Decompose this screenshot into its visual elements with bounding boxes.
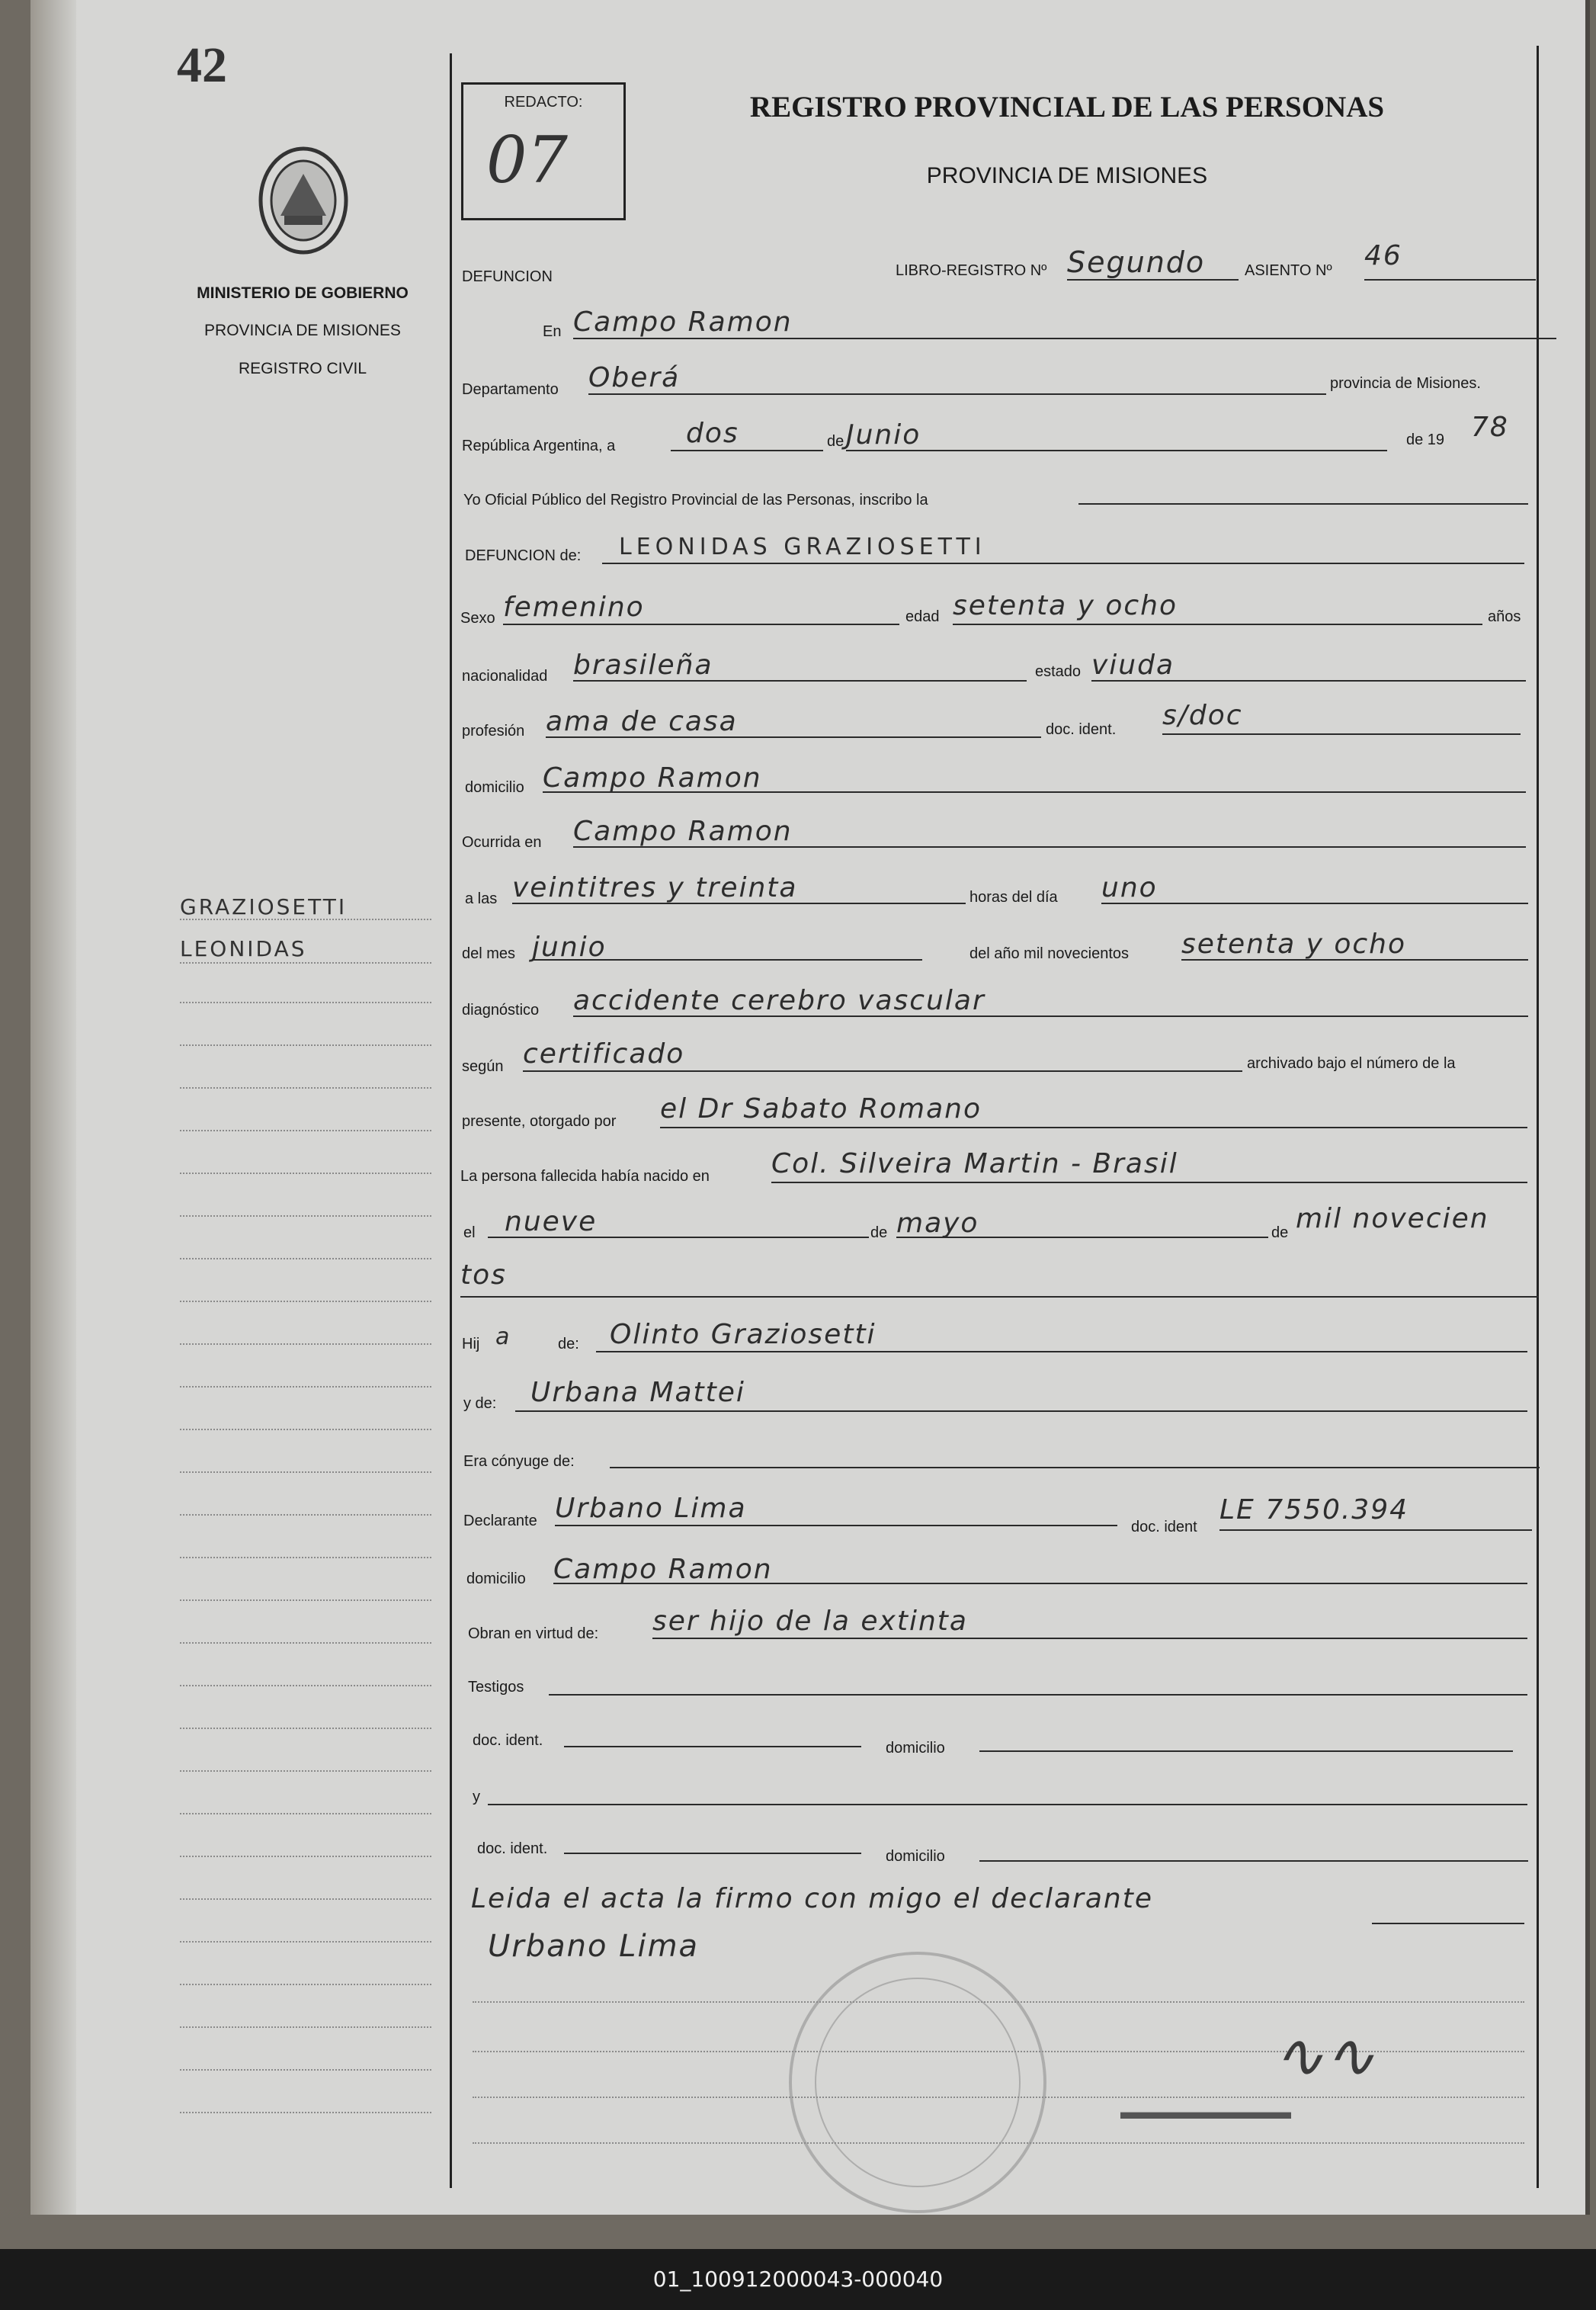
el-value: nueve [505,1206,598,1237]
a-las-label: a las [465,890,498,907]
obran-label: Obran en virtud de: [468,1625,599,1642]
margin-line [180,1813,431,1814]
diagnostico-line [573,1015,1528,1017]
del-mes-value: junio [532,932,607,963]
margin-line [180,1002,431,1003]
a-las-value: veintitres y treinta [512,872,798,903]
margin-line [180,1173,431,1174]
mes-line [846,450,1387,451]
de3-value: mil novecien [1296,1203,1489,1234]
margin-line [180,1514,431,1516]
domicilio-line [543,791,1526,793]
dia-line [671,450,823,451]
margin-surname: GRAZIOSETTI [180,894,348,919]
de2-value: mayo [896,1208,979,1239]
departamento-line [588,393,1326,395]
padre-line [596,1351,1527,1352]
libro-line [1067,279,1239,281]
margin-line [180,2112,431,2113]
profesion-label: profesión [462,723,525,740]
doc-line [1162,733,1521,735]
hijo-label: Hij [462,1336,480,1352]
margin-line [180,1599,431,1601]
ministry-line-3: REGISTRO CIVIL [238,360,367,377]
segun-line [523,1070,1242,1072]
presente-value: el Dr Sabato Romano [660,1093,982,1125]
el-label: el [463,1224,476,1241]
declarante-label: Declarante [463,1513,537,1529]
domicilio-label: domicilio [465,779,524,796]
margin-given-name: LEONIDAS [180,936,307,961]
nacido-label: La persona fallecida había nacido en [460,1168,710,1185]
ocurrida-line [573,846,1526,848]
y-line [488,1804,1527,1805]
presente-line [660,1127,1527,1128]
tos-value: tos [460,1259,507,1291]
ministry-line-2: PROVINCIA DE MISIONES [204,322,401,339]
dia-value: dos [686,418,739,449]
estado-value: viuda [1091,650,1175,681]
obran-line [652,1638,1527,1639]
ocurrida-label: Ocurrida en [462,834,542,851]
madre-label: y de: [463,1395,497,1412]
anio-label: de 19 [1406,432,1445,448]
right-rule [1537,46,1539,2188]
sexo-label: Sexo [460,610,495,627]
del-anio-label: del año mil novecientos [969,945,1130,962]
margin-line [180,1429,431,1430]
margin-line [180,1642,431,1644]
defuncion-de-line [602,563,1524,564]
margin-line [180,1471,431,1473]
mes-value: Junio [846,419,921,451]
margin-line [180,1856,431,1857]
anos-label: años [1488,608,1521,625]
declarante-signature: Urbano Lima [488,1929,700,1964]
redacto-label: REDACTO: [504,94,583,111]
del-mes-label: del mes [462,945,516,962]
edad-value: setenta y ocho [953,590,1178,621]
redacto-value: 07 [486,123,568,197]
margin-line [180,1898,431,1900]
t2-doc-line [564,1853,861,1854]
redacto-box [461,82,626,220]
segun-label: según [462,1058,504,1075]
del-anio-line [1181,959,1528,961]
declarante-line [555,1525,1117,1526]
del-mes-line [532,959,922,961]
testigos-label: Testigos [468,1679,524,1696]
margin-line [180,962,431,964]
en-value: Campo Ramon [573,306,793,338]
libro-value: Segundo [1067,245,1206,279]
image-caption: 01_100912000043-000040 [0,2249,1596,2310]
defuncion-de-label: DEFUNCION de: [465,547,582,564]
t-doc-line [564,1746,861,1747]
closing-line [1372,1923,1524,1924]
nacionalidad-line [573,680,1027,682]
asiento-label: ASIENTO Nº [1245,262,1332,279]
ministry-line-1: MINISTERIO DE GOBIERNO [197,284,409,302]
nacido-value: Col. Silveira Martin - Brasil [771,1148,1178,1179]
oficial-line [1078,503,1528,505]
a-las-line [512,903,966,904]
nacionalidad-label: nacionalidad [462,668,548,685]
estado-line [1091,680,1526,682]
page-number: 42 [177,37,227,93]
decl-doc-line [1219,1529,1532,1531]
padre-label: de: [558,1336,579,1352]
conyuge-line [610,1467,1540,1468]
asiento-line [1364,279,1536,281]
margin-line [180,1215,431,1217]
decl-doc-label: doc. ident [1131,1519,1197,1535]
testigos-line [549,1694,1527,1696]
el-line [488,1237,869,1238]
closing-text: Leida el acta la firmo con migo el declarante [471,1883,1154,1914]
margin-line [180,1728,431,1729]
defuncion-de-value: LEONIDAS GRAZIOSETTI [619,534,986,560]
margin-line [180,919,431,920]
madre-value: Urbana Mattei [530,1377,745,1408]
departamento-value: Oberá [588,362,681,393]
sexo-value: femenino [503,592,645,623]
departamento-label: Departamento [462,381,559,398]
t-dom-label: domicilio [886,1740,945,1757]
nacionalidad-value: brasileña [573,650,713,681]
segun-value: certificado [523,1038,685,1070]
de-label: de [827,433,844,450]
margin-line [180,1258,431,1259]
archivado-label: archivado bajo el número de la [1247,1055,1456,1072]
decl-dom-value: Campo Ramon [553,1554,773,1585]
left-rule [450,53,452,2188]
registry-stamp-icon [789,1952,1046,2213]
margin-line [180,1386,431,1388]
document-subtitle: PROVINCIA DE MISIONES [926,163,1208,188]
en-label: En [543,323,562,340]
t2-doc-label: doc. ident. [477,1840,548,1857]
ocurrida-value: Campo Ramon [573,816,793,847]
padre-value: Olinto Graziosetti [610,1319,877,1350]
madre-line [515,1410,1527,1412]
t2-dom-label: domicilio [886,1848,945,1865]
de3-label: de [1271,1224,1289,1241]
margin-line [180,1087,431,1089]
decl-dom-line [553,1583,1527,1584]
page-binding [30,0,76,2215]
asiento-value: 46 [1364,240,1402,271]
decl-doc-value: LE 7550.394 [1219,1494,1409,1526]
edad-line [953,624,1482,625]
del-anio-value: setenta y ocho [1181,929,1407,960]
declarante-value: Urbano Lima [555,1493,747,1524]
margin-line [180,1557,431,1558]
horas-value: uno [1101,872,1158,903]
hijo-suffix: a [495,1323,511,1350]
doc-value: s/doc [1162,700,1243,731]
de2-line [896,1237,1268,1238]
conyuge-label: Era cónyuge de: [463,1453,575,1470]
obran-value: ser hijo de la extinta [652,1606,968,1637]
domicilio-value: Campo Ramon [543,762,762,794]
edad-label: edad [905,608,940,625]
provincial-seal-icon [254,143,353,258]
tos-line [460,1296,1539,1298]
official-stamp-mark-icon: ▬▬▬▬▬▬▬▬ [1120,2100,1291,2124]
diagnostico-value: accidente cerebro vascular [573,985,985,1016]
margin-line [180,1130,431,1131]
nacido-line [771,1182,1527,1183]
estado-label: estado [1035,663,1082,680]
republica-label: República Argentina, a [462,438,616,454]
libro-label: LIBRO-REGISTRO Nº [896,262,1047,279]
margin-line [180,1770,431,1772]
sexo-line [503,624,899,625]
margin-line [180,1044,431,1046]
horas-line [1101,903,1528,904]
de2-label: de [870,1224,888,1241]
margin-line [180,2026,431,2028]
t2-dom-line [979,1860,1528,1862]
doc-label: doc. ident. [1046,721,1117,738]
profesion-value: ama de casa [546,706,738,737]
en-line [573,338,1556,339]
oficial-text: Yo Oficial Público del Registro Provincial de las Personas, inscribo la [463,492,928,509]
defuncion-label: DEFUNCION [462,268,553,285]
t-dom-line [979,1750,1513,1752]
margin-line [180,1685,431,1686]
margin-line [180,1343,431,1345]
margin-line [180,1941,431,1943]
y-label: y [473,1789,480,1805]
provincia-label: provincia de Misiones. [1330,375,1481,392]
margin-line [180,1984,431,1985]
diagnostico-label: diagnóstico [462,1002,540,1019]
presente-label: presente, otorgado por [462,1113,617,1130]
document-title: REGISTRO PROVINCIAL DE LAS PERSONAS [749,91,1385,124]
horas-label: horas del día [969,889,1058,906]
margin-line [180,1301,431,1302]
anio-value: 78 [1471,412,1509,443]
decl-dom-label: domicilio [466,1570,526,1587]
profesion-line [546,736,1041,738]
margin-line [180,2069,431,2071]
official-signature-icon: ∿∿ [1273,2020,1376,2091]
t-doc-label: doc. ident. [473,1732,543,1749]
